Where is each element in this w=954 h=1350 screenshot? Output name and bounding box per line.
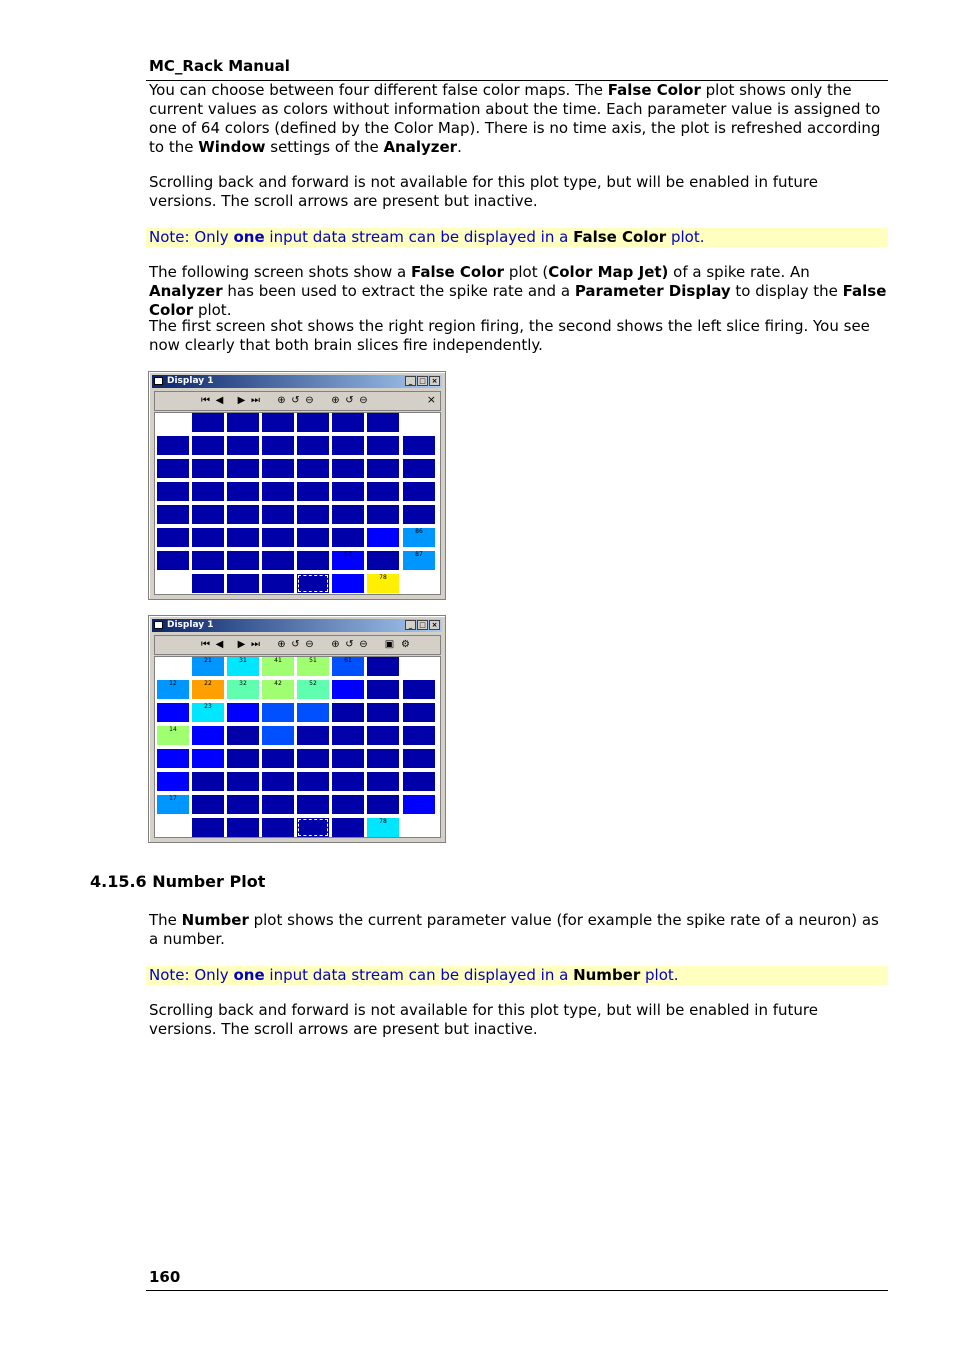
paragraph-first-screenshot: The first screen shot shows the right region firing, the second shows the left slice firing. You see now clearly that both brain slices fire independently. (149, 317, 870, 354)
electrode-cell (332, 818, 364, 837)
electrode-cell (367, 505, 399, 524)
electrode-cell (227, 436, 259, 455)
electrode-cell (297, 436, 329, 455)
maximize-icon[interactable]: □ (417, 620, 428, 630)
electrode-cell (157, 528, 189, 547)
text-run: Analyzer (383, 138, 458, 156)
electrode-cell (367, 749, 399, 768)
electrode-cell (403, 459, 435, 478)
first-icon[interactable]: ⏮ (201, 395, 210, 406)
electrode-cell: 12 (157, 680, 189, 699)
section-title: Number Plot (152, 872, 266, 891)
next-icon[interactable]: ▶ (237, 395, 246, 406)
text-run: . (457, 138, 462, 156)
electrode-cell (367, 657, 399, 676)
electrode-cell (227, 482, 259, 501)
display-window-screenshot-2 (148, 615, 446, 843)
electrode-cell: 32 (227, 680, 259, 699)
electrode-cell: 51 (297, 657, 329, 676)
electrode-cell (192, 551, 224, 570)
electrode-cell (332, 680, 364, 699)
text-run: Note: Only (149, 228, 234, 246)
last-icon[interactable]: ⏭ (251, 395, 260, 406)
electrode-cell (262, 551, 294, 570)
electrode-cell (227, 574, 259, 593)
text-run: Number (181, 911, 249, 929)
text-run: False Color (410, 263, 505, 281)
zoom-in-icon[interactable]: ⊕ (331, 639, 340, 650)
electrode-cell: 61 (332, 657, 364, 676)
electrode-cell (157, 459, 189, 478)
window-titlebar (152, 375, 442, 388)
electrode-cell (227, 413, 259, 432)
electrode-cell (262, 574, 294, 593)
electrode-cell (367, 680, 399, 699)
electrode-cell (332, 703, 364, 722)
note-false-color (146, 228, 888, 247)
zoom-reset-icon[interactable]: ↺ (345, 395, 354, 406)
electrode-cell: 78 (367, 818, 399, 837)
text-run: to display the (730, 282, 843, 300)
text-run: plot shows only the current values as colors without information about the time. Each parameter value is assigned to one of 64 colors (defined by the Color Map). There is no time axis, the plot is refreshed according to the (149, 81, 881, 156)
toolbar-close-icon[interactable]: × (426, 393, 436, 406)
electrode-cell (297, 551, 329, 570)
text-run: The (149, 911, 182, 929)
electrode-cell (332, 726, 364, 745)
electrode-cell: 23 (192, 703, 224, 722)
paragraph-number-plot (149, 911, 887, 949)
text-run: plot. (640, 966, 679, 984)
electrode-cell (262, 726, 294, 745)
paragraph-false-color-intro (149, 81, 887, 157)
electrode-cell (297, 703, 329, 722)
text-run: Color Map Jet) (548, 263, 669, 281)
settings-icon[interactable]: ⚙ (401, 639, 410, 650)
electrode-cell (403, 505, 435, 524)
electrode-cell: 22 (192, 680, 224, 699)
plot-toolbar (154, 391, 441, 411)
text-run: plot shows the current parameter value (for example the spike rate of a neuron) as a number. (149, 911, 879, 948)
footer-rule (146, 1290, 888, 1291)
electrode-cell: 41 (262, 657, 294, 676)
electrode-cell: 14 (157, 726, 189, 745)
electrode-cell (367, 459, 399, 478)
electrode-cell (403, 726, 435, 745)
electrode-cell (332, 459, 364, 478)
electrode-cell (227, 505, 259, 524)
electrode-cell (297, 795, 329, 814)
last-icon[interactable]: ⏭ (251, 639, 260, 650)
electrode-cell (192, 749, 224, 768)
electrode-cell (192, 528, 224, 547)
electrode-cell: 87 (403, 551, 435, 570)
electrode-cell (227, 459, 259, 478)
electrode-cell (192, 772, 224, 791)
maximize-icon[interactable]: □ (417, 376, 428, 386)
text-run: one (233, 228, 265, 246)
zoom-out-icon[interactable]: ⊖ (305, 639, 314, 650)
text-run: You can choose between four different false color maps. The (149, 81, 608, 99)
section-heading (90, 872, 265, 891)
electrode-cell (192, 436, 224, 455)
close-icon[interactable]: × (429, 376, 440, 386)
electrode-cell (367, 528, 399, 547)
electrode-cell (297, 413, 329, 432)
window-title: Display 1 (167, 620, 214, 630)
paragraph-scrolling-note: Scrolling back and forward is not available for this plot type, but will be enabled in future versions. The scroll arrows are present but inactive. (149, 173, 818, 210)
electrode-cell (262, 795, 294, 814)
zoom-reset-icon[interactable]: ↺ (291, 395, 300, 406)
electrode-cell (297, 505, 329, 524)
electrode-cell (227, 703, 259, 722)
text-run: has been used to extract the spike rate and a (222, 282, 575, 300)
electrode-cell (192, 482, 224, 501)
electrode-cell (157, 703, 189, 722)
zoom-in-icon[interactable]: ⊕ (277, 395, 286, 406)
electrode-cell: 78 (367, 574, 399, 593)
zoom-in-icon[interactable]: ⊕ (277, 639, 286, 650)
electrode-cell (192, 795, 224, 814)
prev-icon[interactable]: ◀ (215, 395, 224, 406)
text-run: False Color (607, 81, 701, 99)
electrode-cell (157, 551, 189, 570)
electrode-cell (332, 482, 364, 501)
electrode-cell (332, 772, 364, 791)
electrode-cell (262, 482, 294, 501)
page-number: 160 (149, 1268, 181, 1286)
window-app-icon (154, 621, 163, 629)
electrode-cell (262, 436, 294, 455)
electrode-cell (403, 680, 435, 699)
electrode-cell: 67 (332, 551, 364, 570)
text-run: one (233, 966, 265, 984)
text-run: Note: Only (149, 966, 234, 984)
electrode-cell (403, 749, 435, 768)
electrode-cell (367, 772, 399, 791)
electrode-cell (262, 528, 294, 547)
zoom-reset-icon[interactable]: ↺ (291, 639, 300, 650)
electrode-cell (367, 795, 399, 814)
paragraph-screenshots-intro (149, 263, 887, 320)
text-run: The following screen shots show a (149, 263, 411, 281)
electrode-cell (403, 772, 435, 791)
electrode-cell (262, 505, 294, 524)
electrode-cell (332, 413, 364, 432)
zoom-out-icon[interactable]: ⊖ (305, 395, 314, 406)
electrode-cell (367, 551, 399, 570)
electrode-cell (262, 459, 294, 478)
text-run: settings of the (265, 138, 384, 156)
electrode-cell: 31 (227, 657, 259, 676)
electrode-cell (262, 413, 294, 432)
electrode-cell (332, 505, 364, 524)
electrode-cell (192, 505, 224, 524)
running-header: MC_Rack Manual (149, 57, 290, 75)
electrode-cell (367, 482, 399, 501)
text-run: plot. (193, 301, 232, 319)
electrode-cell (297, 459, 329, 478)
electrode-cell (297, 574, 329, 593)
electrode-cell (227, 551, 259, 570)
text-run: input data stream can be displayed in a (264, 228, 574, 246)
electrode-cell (157, 772, 189, 791)
zoom-in-icon[interactable]: ⊕ (331, 395, 340, 406)
note-number-plot (146, 966, 888, 985)
electrode-cell: 42 (262, 680, 294, 699)
prev-icon[interactable]: ◀ (215, 639, 224, 650)
electrode-cell (262, 772, 294, 791)
electrode-cell (262, 703, 294, 722)
electrode-cell (157, 749, 189, 768)
text-run: False Color (573, 228, 667, 246)
electrode-cell (192, 459, 224, 478)
display-window-screenshot-1 (148, 371, 446, 600)
electrode-cell (332, 749, 364, 768)
plot-toolbar (154, 635, 441, 655)
electrode-cell (332, 528, 364, 547)
save-icon[interactable]: ▣ (384, 639, 395, 650)
next-icon[interactable]: ▶ (237, 639, 246, 650)
close-icon[interactable]: × (429, 620, 440, 630)
text-run: Window (198, 138, 266, 156)
minimize-icon[interactable]: _ (405, 376, 416, 386)
window-title: Display 1 (167, 376, 214, 386)
false-color-plot (154, 656, 441, 838)
electrode-cell (367, 703, 399, 722)
electrode-cell (297, 528, 329, 547)
electrode-cell (262, 818, 294, 837)
electrode-cell (227, 726, 259, 745)
electrode-cell (157, 436, 189, 455)
section-number: 4.15.6 (90, 872, 147, 891)
first-icon[interactable]: ⏮ (201, 639, 210, 650)
electrode-cell (157, 505, 189, 524)
electrode-cell: 21 (192, 657, 224, 676)
electrode-cell (367, 413, 399, 432)
electrode-cell (192, 413, 224, 432)
text-run: plot. (666, 228, 705, 246)
electrode-cell (297, 726, 329, 745)
electrode-cell (297, 818, 329, 837)
text-run: of a spike rate. An (668, 263, 810, 281)
electrode-cell (297, 482, 329, 501)
window-titlebar (152, 619, 442, 632)
text-run: Analyzer (149, 282, 223, 300)
electrode-cell (192, 818, 224, 837)
minimize-icon[interactable]: _ (405, 620, 416, 630)
electrode-cell (403, 703, 435, 722)
electrode-cell (367, 436, 399, 455)
text-run: Number (573, 966, 641, 984)
electrode-cell (332, 436, 364, 455)
electrode-cell (192, 574, 224, 593)
paragraph-number-scrolling: Scrolling back and forward is not available for this plot type, but will be enabled in future versions. The scroll arrows are present but inactive. (149, 1001, 818, 1038)
electrode-cell (332, 795, 364, 814)
electrode-cell: 52 (297, 680, 329, 699)
electrode-cell (157, 482, 189, 501)
electrode-cell (227, 528, 259, 547)
zoom-out-icon[interactable]: ⊖ (359, 639, 368, 650)
zoom-out-icon[interactable]: ⊖ (359, 395, 368, 406)
electrode-cell: 86 (403, 528, 435, 547)
text-run: False Color (149, 282, 887, 319)
text-run: Parameter Display (574, 282, 731, 300)
electrode-cell (227, 749, 259, 768)
false-color-plot (154, 412, 441, 595)
electrode-cell (262, 749, 294, 768)
window-app-icon (154, 377, 163, 385)
electrode-cell (192, 726, 224, 745)
electrode-cell (367, 726, 399, 745)
electrode-cell (297, 749, 329, 768)
electrode-cell (403, 436, 435, 455)
electrode-cell (227, 795, 259, 814)
electrode-cell: 17 (157, 795, 189, 814)
zoom-reset-icon[interactable]: ↺ (345, 639, 354, 650)
electrode-cell (227, 772, 259, 791)
electrode-cell (403, 795, 435, 814)
text-run: input data stream can be displayed in a (264, 966, 574, 984)
electrode-cell (403, 482, 435, 501)
electrode-cell (332, 574, 364, 593)
text-run: plot ( (504, 263, 549, 281)
electrode-cell (297, 772, 329, 791)
electrode-cell (227, 818, 259, 837)
